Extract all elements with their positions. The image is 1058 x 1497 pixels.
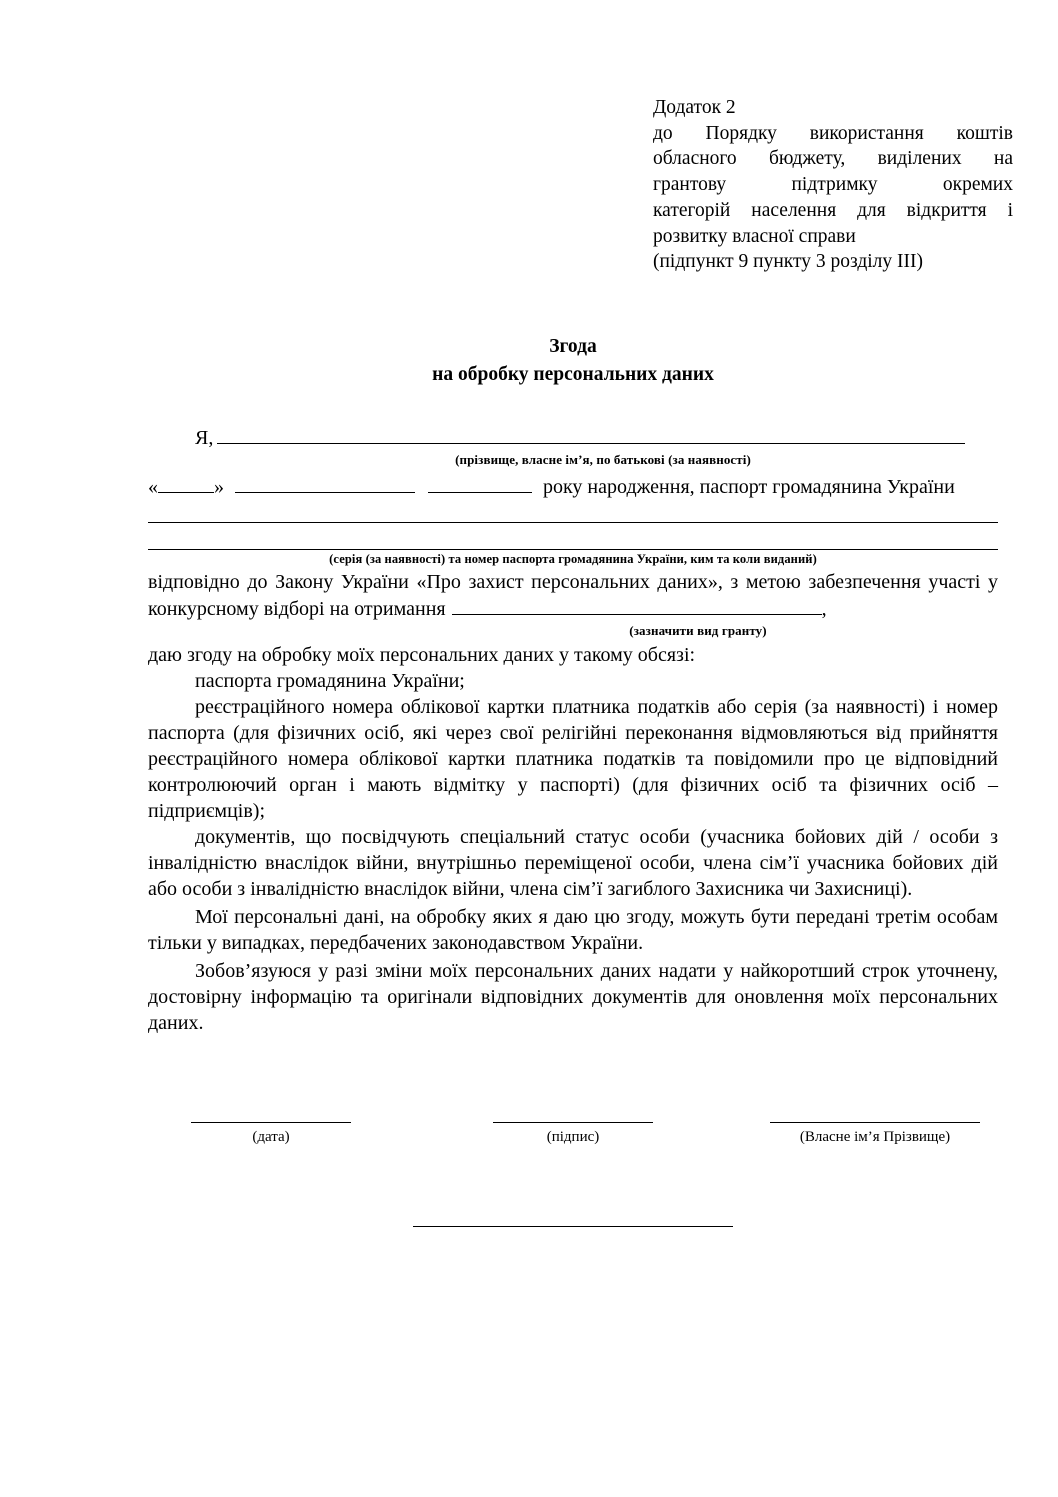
birth-month-input[interactable] xyxy=(235,473,415,493)
para-law: відповідно до Закону України «Про захист персональних даних», з метою забезпечення участі у конкурсному відборі на отримання , xyxy=(148,571,998,621)
signer-name-caption: (Власне ім’я Прізвище) xyxy=(799,1128,951,1145)
name-input-line[interactable] xyxy=(217,424,965,444)
birth-line xyxy=(148,473,998,500)
footer-divider-wrap xyxy=(148,1208,998,1234)
footer-divider xyxy=(413,1226,733,1227)
appendix-header xyxy=(653,95,1013,275)
appendix-line-3: грантову підтримку окремих xyxy=(653,174,1013,196)
appendix-reference: (підпункт 9 пункту 3 розділу ІІІ) xyxy=(653,251,924,273)
item-status: документів, що посвідчують спеціальний статус особи (учасника бойових дій / особи з інвалідністю внаслідок війни, внутрішньо переміщеної особи, члена сім’ї учасника бойових дій або особи з інвалідністю внаслідок війни, члена сім’ї загиблого Захисника чи Захисниці). xyxy=(148,825,998,900)
item-tax: реєстраційного номера облікової картки платника податків або серія (за наявності) і номер паспорта (для фізичних осіб, які через свої релігійні переконання відмовляються від прийняття реєстраційного номера облікової картки платника податків та повідомили про це відповідний контролюючий орган і мають відмітку у паспорті) (для фізичних осіб та фізичних осіб – підприємців); xyxy=(148,695,998,822)
caption-grant: (зазначити вид гранту) xyxy=(629,623,767,639)
title-line-2: на обробку персональних даних xyxy=(432,364,714,386)
signature-row xyxy=(148,1122,998,1146)
birth-day-input[interactable] xyxy=(158,473,214,493)
passport-line-1[interactable] xyxy=(148,505,998,523)
para-third-party: Мої персональні дані, на обробку яких я даю цю згоду, можуть бути передані третім особам тільки у випадках, передбачених законодавством України. xyxy=(148,905,998,954)
item-passport: паспорта громадянина України; xyxy=(195,669,465,692)
appendix-label: Додаток 2 xyxy=(653,97,736,118)
appendix-line-2: обласного бюджету, виділених на xyxy=(653,148,1013,170)
i-label: Я, xyxy=(195,426,214,449)
signature-name-cell xyxy=(752,1122,998,1146)
appendix-line-4: категорій населення для відкриття і xyxy=(653,199,1013,221)
quote-close: » xyxy=(214,476,224,499)
passport-line-2[interactable] xyxy=(148,532,998,550)
caption-name: (прізвище, власне ім’я, по батькові (за наявності) xyxy=(455,451,751,467)
birth-text: року народження, паспорт громадянина України xyxy=(543,476,955,499)
document-title xyxy=(148,333,998,390)
signature-date-cell xyxy=(148,1122,394,1146)
signature-input-line[interactable] xyxy=(493,1122,653,1123)
signature-sign-cell xyxy=(450,1122,696,1146)
date-caption: (дата) xyxy=(252,1128,290,1145)
caption-passport: (серія (за наявності) та номер паспорта громадянина України, ким та коли виданий) xyxy=(329,552,817,567)
signer-name-input-line[interactable] xyxy=(770,1122,980,1123)
para-consent: даю згоду на обробку моїх персональних даних у такому обсязі: xyxy=(148,643,696,666)
appendix-line-5: розвитку власної справи xyxy=(653,225,856,247)
title-line-1: Згода xyxy=(549,336,597,358)
quote-open: « xyxy=(148,476,158,499)
birth-year-input[interactable] xyxy=(428,473,532,493)
para-update: Зобов’язуюся у разі зміни моїх персональних даних надати у найкоротший строк уточнену, достовірну інформацію та оригінали відповідних документів для оновлення моїх персональних даних. xyxy=(148,959,998,1034)
signature-caption: (підпис) xyxy=(546,1128,600,1145)
name-line xyxy=(148,424,998,451)
grant-type-input[interactable] xyxy=(452,595,822,615)
document-body xyxy=(148,424,998,1234)
para-law-text: відповідно до Закону України «Про захист персональних даних», з метою забезпечення участі у конкурсному відборі на отримання xyxy=(148,571,998,621)
date-input-line[interactable] xyxy=(191,1122,351,1123)
appendix-line-1: до Порядку використання коштів xyxy=(653,122,1013,144)
